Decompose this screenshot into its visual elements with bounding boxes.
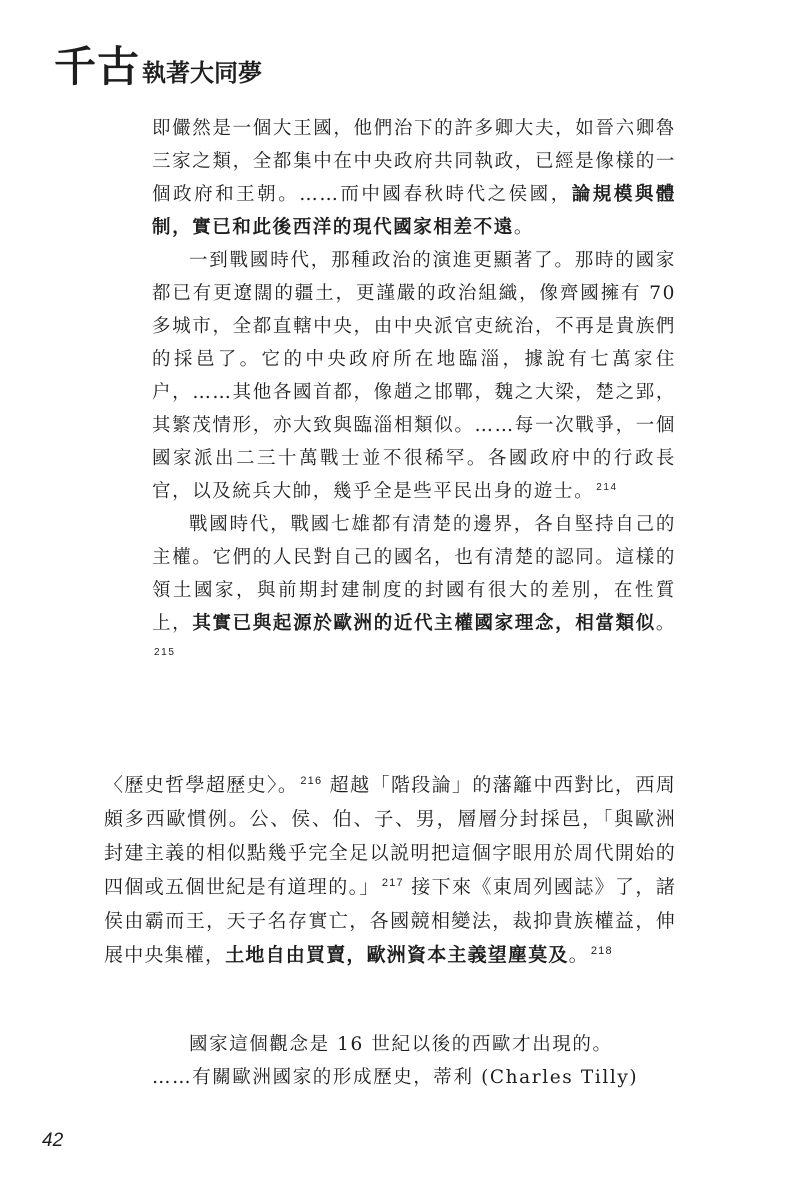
footnote-ref-216[interactable]: 216 (300, 774, 323, 787)
page-number: 42 (42, 1130, 64, 1151)
block-quote-2 (152, 1028, 676, 1094)
quote-text: 即儼然是一個大王國，他們治下的許多卿大夫，如晉六卿魯三家之類，全都集中在中央政府共同執政，已經是像樣的一個政府和王朝。……而中國春秋時代之侯國， (152, 118, 676, 205)
quote-text: 一到戰國時代，那種政治的演進更顯著了。那時的國家都已有更遼闊的疆土，更謹嚴的政治組織，像齊國擁有 70 多城市，全都直轄中央，由中央派官吏統治，不再是貴族們的採邑了。它的中央政府所在地臨淄，據說有七萬家住户，……其他各國首都，像趙之邯鄲，魏之大梁，楚之郢，其繁茂情形，亦大致與臨淄相類似。……每一次戰爭，一個國家派出二三十萬戰士並不很稀罕。各國政府中的行政長官，以及統兵大帥，幾乎全是些平民出身的遊士。 (152, 250, 676, 502)
block-quote-1 (152, 112, 676, 673)
quote2-line-1: 國家這個觀念是 16 世紀以後的西歐才出現的。 (189, 1034, 613, 1055)
body-text: 〈歷史哲學超歷史〉。 (104, 774, 299, 796)
quote-emphasis: 其實已與起源於歐洲的近代主權國家理念，相當類似 (192, 613, 656, 634)
body-text: 。 (568, 944, 589, 966)
header-title-small: 執著大同夢 (142, 58, 263, 87)
quote-text: 戰國時代，戰國七雄都有清楚的邊界，各自堅持自己的主權。它們的人民對自己的國名，也有清楚的認同。這樣的領土國家，與前期封建制度的封國有很大的差別，在性質上， (152, 514, 676, 634)
footnote-ref-218[interactable]: 218 (590, 944, 613, 957)
body-text: 接下來《東周列國誌》了，諸侯由霸而王，天子名存實亡，各國競相變法，裁抑貴族權益，伸展中央集權， (104, 876, 676, 966)
quote-paragraph-3 (152, 508, 676, 673)
body-emphasis: 土地自由買賣，歐洲資本主義望塵莫及 (225, 944, 569, 966)
body-paragraph (104, 768, 676, 972)
footnote-ref-215[interactable]: 215 (154, 646, 176, 658)
quote-paragraph-1 (152, 112, 676, 244)
quote-text: 。 (655, 613, 676, 634)
footnote-ref-217[interactable]: 217 (381, 876, 404, 889)
header-title-big: 千古 (54, 42, 141, 91)
quote-paragraph-2 (152, 244, 676, 508)
quote2-line-2: ……有關歐洲國家的形成歷史，蒂利 (Charles Tilly) (152, 1067, 639, 1088)
quote-text: 。 (513, 217, 534, 238)
quote-emphasis: 論規模與體制，實已和此後西洋的現代國家相差不遠 (152, 184, 676, 238)
footnote-ref-214[interactable]: 214 (596, 481, 618, 493)
running-header (54, 34, 262, 90)
body-text: 超越「階段論」的藩籬中西對比，西周頗多西歐慣例。公、侯、伯、子、男，層層分封採邑，「與歐洲封建主義的相似點幾乎完全足以説明把這個字眼用於周代開始的四個或五個世紀是有道理的。」 (104, 774, 676, 898)
